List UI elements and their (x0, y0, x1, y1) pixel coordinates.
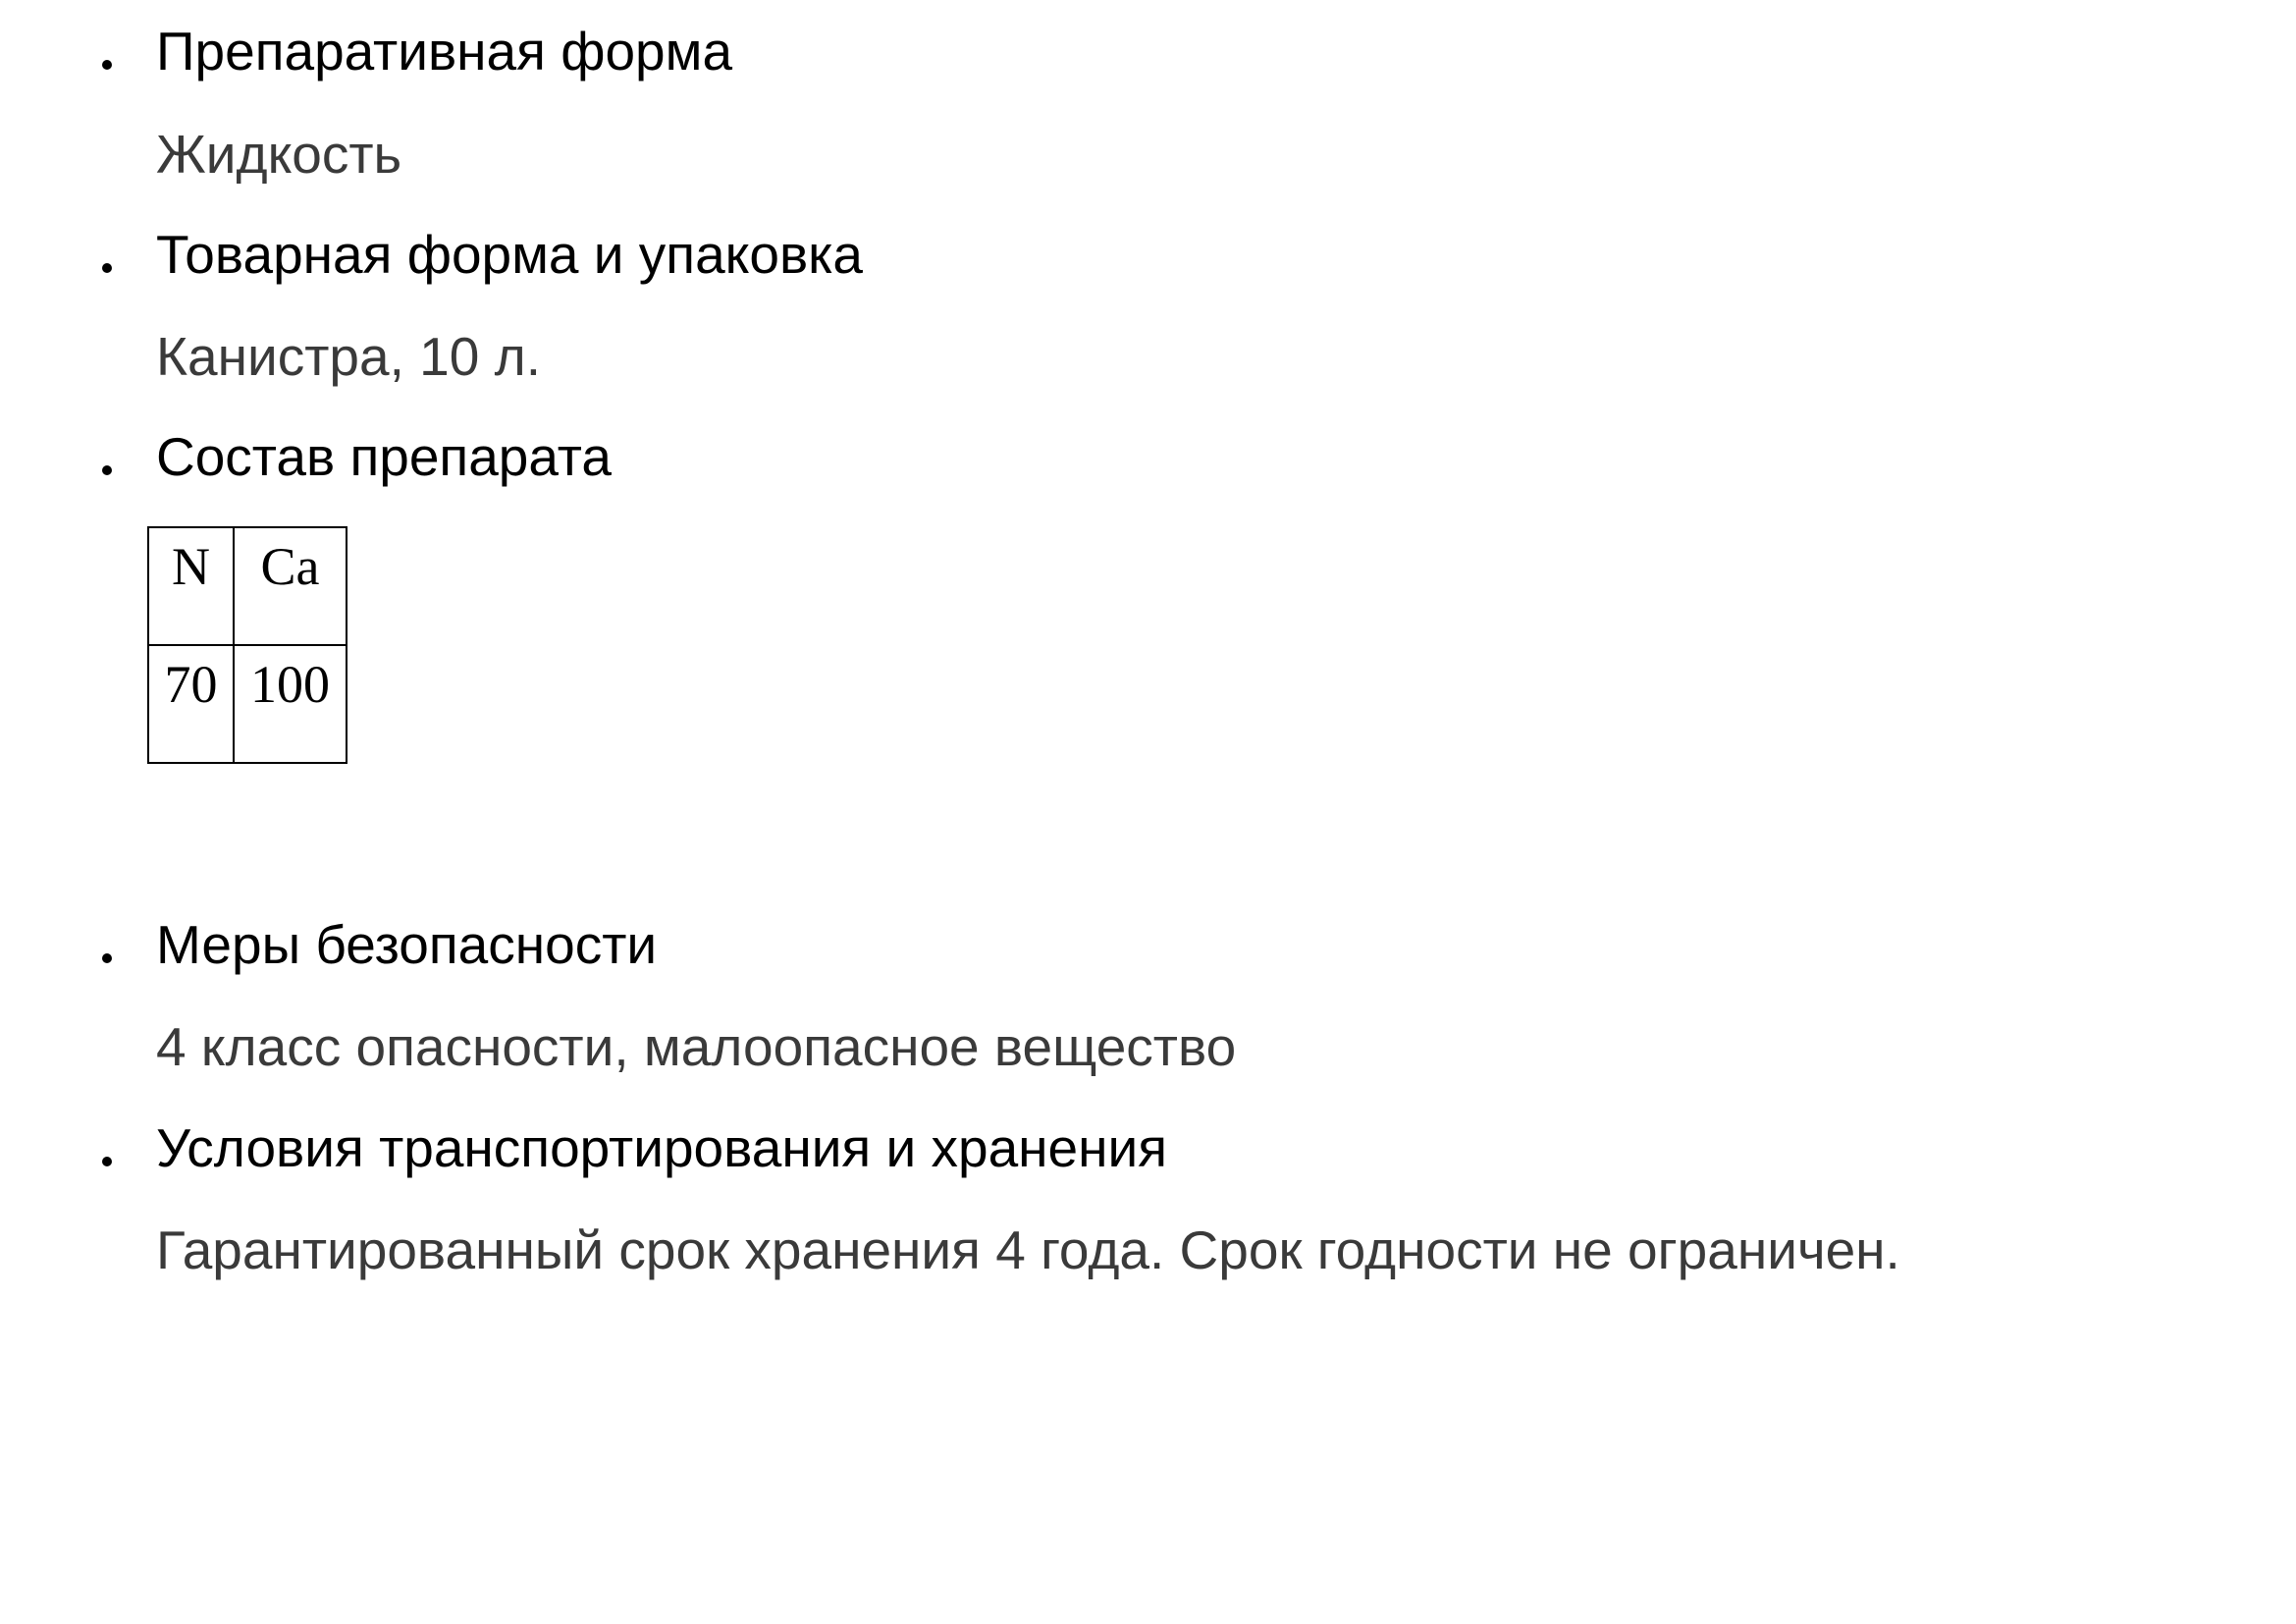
table-cell: 100 (234, 645, 347, 763)
section-value-storage: Гарантированный срок хранения 4 года. Срок годности не ограничен. (156, 1219, 1900, 1280)
bullet-icon (102, 263, 112, 273)
composition-table (147, 526, 347, 764)
section-value-formulation: Жидкость (156, 124, 402, 185)
table-cell: 70 (148, 645, 234, 763)
section-heading-packaging: Товарная форма и упаковка (156, 224, 864, 285)
bullet-icon (102, 1157, 112, 1166)
section-heading-formulation: Препаративная форма (156, 21, 733, 81)
table-row (148, 527, 347, 645)
bullet-icon (102, 60, 112, 70)
bullet-icon (102, 953, 112, 963)
section-heading-safety: Меры безопасности (156, 914, 658, 975)
table-header-cell: N (148, 527, 234, 645)
bullet-icon (102, 465, 112, 475)
section-value-safety: 4 класс опасности, малоопасное вещество (156, 1016, 1237, 1077)
section-value-packaging: Канистра, 10 л. (156, 326, 541, 387)
table-header-cell: Ca (234, 527, 347, 645)
section-heading-composition: Состав препарата (156, 426, 612, 487)
table-row (148, 645, 347, 763)
section-heading-storage: Условия транспортирования и хранения (156, 1117, 1168, 1178)
